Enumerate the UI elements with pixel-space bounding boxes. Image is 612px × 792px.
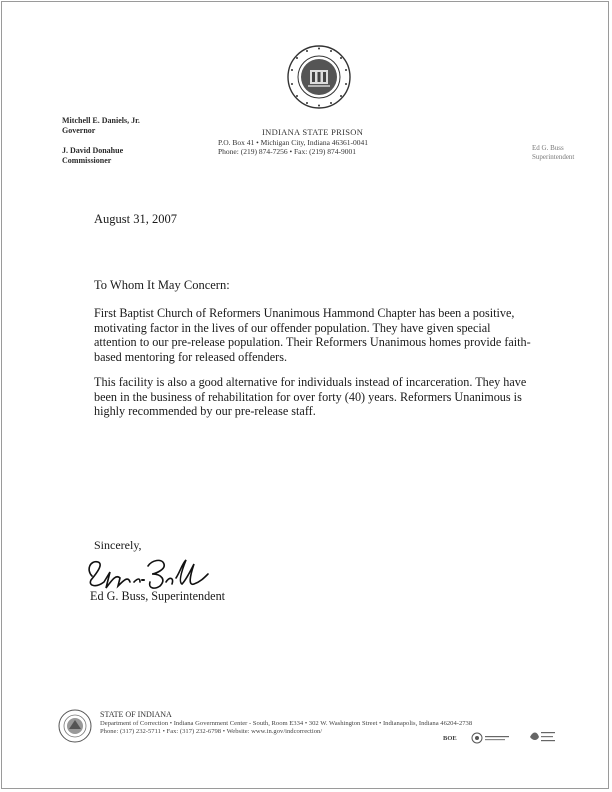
governor-title: Governor — [62, 126, 96, 135]
footer-state: STATE OF INDIANA — [100, 710, 172, 719]
body-paragraph-1: First Baptist Church of Reformers Unanimous Hammond Chapter has been a positive, motivating factor in the lives of our offender population. They have given special attention to our pre-release population. Their Reformers Unanimous homes provide faith-based mentoring for released offenders. — [94, 306, 531, 364]
partner-logo — [527, 729, 557, 745]
department-of-correction-seal — [286, 44, 352, 110]
state-of-indiana-seal — [58, 709, 92, 743]
closing: Sincerely, — [94, 538, 142, 552]
footer-phone: Phone: (317) 232-5711 • Fax: (317) 232-6798 • Website: www.in.gov/indcorrection/ — [100, 728, 323, 736]
governor-name: Mitchell E. Daniels, Jr. — [62, 116, 140, 125]
recycled-paper-logo — [471, 731, 511, 745]
institution-name: INDIANA STATE PRISON — [262, 127, 364, 137]
officials-block — [62, 116, 140, 166]
institution-address: P.O. Box 41 • Michigan City, Indiana 46361-0041 — [218, 137, 369, 147]
body-paragraph-2: This facility is also a good alternative for individuals instead of incarceration. They have been in the business of rehabilitation for over forty (40) years. Reformers Unanimous is highly recommended by our pre-release staff. — [94, 375, 527, 419]
commissioner-name: J. David Donahue — [62, 146, 124, 155]
superintendent-name: Ed G. Buss — [532, 144, 564, 152]
signer-name: Ed G. Buss, Superintendent — [90, 589, 226, 603]
boe-mark: BOE — [443, 735, 457, 742]
handwritten-signature — [82, 552, 222, 594]
superintendent-block — [532, 144, 574, 162]
commissioner-title: Commissioner — [62, 156, 112, 165]
institution-letterhead — [218, 128, 418, 157]
footer-address — [100, 711, 472, 737]
superintendent-title: Superintendent — [532, 153, 575, 161]
institution-phone: Phone: (219) 874-7256 • Fax: (219) 874-9001 — [218, 147, 357, 156]
letter-date: August 31, 2007 — [94, 212, 177, 226]
footer-department: Department of Correction • Indiana Government Center - South, Room E334 • 302 W. Washington Street • Indianapolis, Indiana 46204-2738 — [100, 719, 473, 727]
salutation: To Whom It May Concern: — [94, 278, 230, 292]
